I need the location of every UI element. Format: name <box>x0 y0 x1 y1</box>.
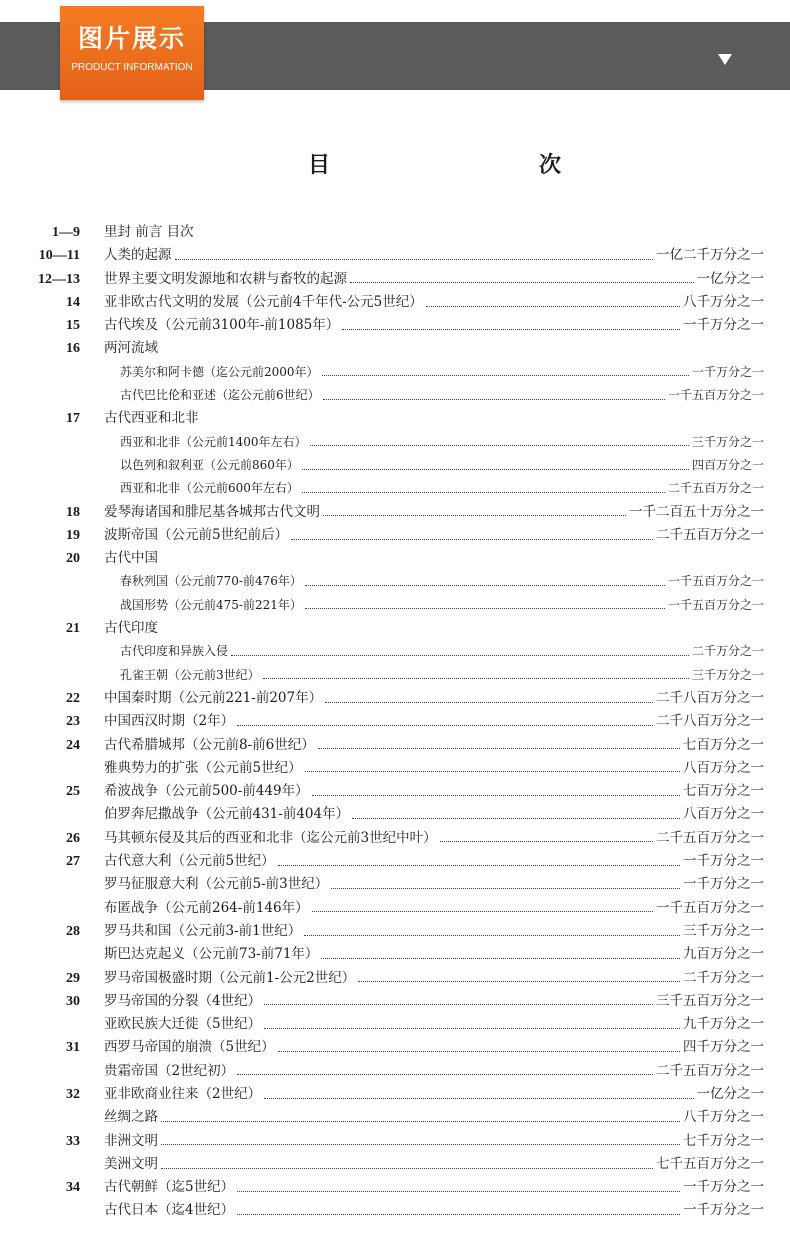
map-title: 世界主要文明发源地和农耕与畜牧的起源 <box>104 270 347 287</box>
map-scale: 三千万分之一 <box>691 667 764 682</box>
map-title: 古代日本（迄4世纪） <box>104 1202 235 1219</box>
map-title: 马其顿东侵及其后的西亚和北非（迄公元前3世纪中叶） <box>104 829 437 846</box>
dot-leader <box>237 724 653 726</box>
page-number: 28 <box>66 923 80 939</box>
toc-entry <box>104 990 764 1013</box>
dot-leader <box>278 1050 680 1052</box>
map-title: 古代西亚和北非 <box>104 410 199 427</box>
map-title: 古代朝鲜（迄5世纪） <box>104 1179 235 1196</box>
dot-leader <box>342 328 680 330</box>
page-number: 22 <box>66 690 80 706</box>
dot-leader <box>237 1213 680 1215</box>
page-number: 18 <box>66 504 80 520</box>
toc-row <box>0 897 790 920</box>
badge-title: 图片展示 <box>77 24 186 53</box>
map-scale: 一千万分之一 <box>691 364 764 379</box>
dot-leader <box>291 538 653 540</box>
dot-leader <box>161 1167 653 1169</box>
toc-entry <box>104 524 764 547</box>
map-scale: 一千万分之一 <box>683 853 764 870</box>
map-title: 战国形势（公元前475-前221年） <box>120 597 302 612</box>
map-scale: 二千八百万分之一 <box>656 689 764 706</box>
toc-row <box>0 594 790 617</box>
page-number: 26 <box>66 830 80 846</box>
toc-entry <box>104 967 764 990</box>
toc-row <box>0 337 790 360</box>
dot-leader <box>302 491 665 493</box>
toc-entry <box>104 314 764 337</box>
map-scale: 二千万分之一 <box>691 644 764 659</box>
map-scale: 七百万分之一 <box>683 783 764 800</box>
map-title: 罗马帝国极盛时期（公元前1-公元2世纪） <box>104 969 356 986</box>
dot-leader <box>305 770 680 772</box>
map-scale: 四千万分之一 <box>683 1039 764 1056</box>
dot-leader <box>323 398 665 400</box>
map-title: 伯罗奔尼撒战争（公元前431-前404年） <box>104 806 350 823</box>
page-number: 25 <box>66 784 80 800</box>
dot-leader <box>312 794 680 796</box>
toc-row <box>0 1083 790 1106</box>
map-title: 亚非欧商业往来（2世纪） <box>104 1085 262 1102</box>
toc-row <box>0 244 790 267</box>
map-scale: 九千万分之一 <box>683 1016 764 1033</box>
map-scale: 一千五百万分之一 <box>667 388 764 403</box>
toc-row <box>0 501 790 524</box>
map-title: 罗马共和国（公元前3-前1世纪） <box>104 922 302 939</box>
dot-leader <box>305 607 665 609</box>
triangle-down-icon[interactable] <box>718 54 732 65</box>
dot-leader <box>264 1097 693 1099</box>
page-number: 32 <box>66 1086 80 1102</box>
dot-leader <box>318 747 680 749</box>
map-title: 古代巴比伦和亚述（迄公元前6世纪） <box>120 388 320 403</box>
map-title: 西亚和北非（公元前600年左右） <box>120 481 299 496</box>
toc-entry <box>104 1106 764 1129</box>
toc-entry <box>104 1130 764 1153</box>
toc-heading <box>0 148 790 178</box>
page-number: 15 <box>66 318 80 334</box>
dot-leader <box>323 514 626 516</box>
dot-leader <box>302 468 689 470</box>
toc-entry <box>104 617 764 640</box>
dot-leader <box>304 934 680 936</box>
page-number: 1—9 <box>52 225 80 240</box>
map-title: 罗马帝国的分裂（4世纪） <box>104 992 262 1009</box>
toc-row <box>0 803 790 826</box>
toc-row <box>0 407 790 430</box>
dot-leader <box>352 817 680 819</box>
map-scale: 二千万分之一 <box>683 969 764 986</box>
map-scale: 一千五百万分之一 <box>667 597 764 612</box>
dot-leader <box>161 1120 680 1122</box>
toc-row <box>0 990 790 1013</box>
toc-entry <box>104 1036 764 1059</box>
page-number: 20 <box>66 551 80 567</box>
map-title: 非洲文明 <box>104 1132 158 1149</box>
toc-entry <box>120 431 764 454</box>
toc-row <box>0 221 790 244</box>
toc-entry <box>104 221 764 244</box>
toc-row <box>0 477 790 500</box>
toc-row <box>0 431 790 454</box>
toc-entry <box>104 407 764 430</box>
dot-leader <box>263 677 689 679</box>
toc-row <box>0 920 790 943</box>
product-badge <box>60 6 204 100</box>
toc-row <box>0 850 790 873</box>
toc-row <box>0 640 790 663</box>
page-number: 34 <box>66 1180 80 1196</box>
map-title: 西罗马帝国的崩溃（5世纪） <box>104 1039 275 1056</box>
map-scale: 八百万分之一 <box>683 759 764 776</box>
map-title: 罗马征服意大利（公元前5-前3世纪） <box>104 876 329 893</box>
map-title: 希波战争（公元前500-前449年） <box>104 783 309 800</box>
map-scale: 九百万分之一 <box>683 946 764 963</box>
map-scale: 三千万分之一 <box>683 922 764 939</box>
page-number: 31 <box>66 1040 80 1056</box>
dot-leader <box>310 444 689 446</box>
map-scale: 一千二百五十万分之一 <box>629 503 764 520</box>
toc-row <box>0 617 790 640</box>
dot-leader <box>331 887 680 889</box>
page-number: 27 <box>66 854 80 870</box>
toc-entry <box>104 687 764 710</box>
map-scale: 一千万分之一 <box>683 1179 764 1196</box>
map-title: 以色列和叙利亚（公元前860年） <box>120 457 299 472</box>
toc-entry <box>104 244 764 267</box>
dot-leader <box>264 1027 680 1029</box>
table-of-contents <box>0 221 790 1223</box>
map-title: 苏美尔和阿卡德（迄公元前2000年） <box>120 364 319 379</box>
toc-row <box>0 268 790 291</box>
dot-leader <box>237 1190 680 1192</box>
map-title: 中国秦时期（公元前221-前207年） <box>104 689 323 706</box>
toc-row <box>0 780 790 803</box>
toc-entry <box>104 757 764 780</box>
toc-entry <box>120 664 764 687</box>
map-scale: 八千万分之一 <box>683 1109 764 1126</box>
toc-row <box>0 1106 790 1129</box>
map-scale: 一千五百万分之一 <box>667 574 764 589</box>
toc-entry <box>104 1013 764 1036</box>
toc-row <box>0 314 790 337</box>
map-title: 布匿战争（公元前264-前146年） <box>104 899 309 916</box>
toc-row <box>0 1060 790 1083</box>
toc-entry <box>104 1199 764 1222</box>
toc-entry <box>120 384 764 407</box>
map-scale: 八千万分之一 <box>683 293 764 310</box>
map-title: 两河流域 <box>104 340 158 357</box>
toc-entry <box>104 291 764 314</box>
toc-row <box>0 570 790 593</box>
toc-row <box>0 1199 790 1222</box>
page-number: 14 <box>66 294 80 310</box>
toc-row <box>0 1130 790 1153</box>
map-title: 中国西汉时期（2年） <box>104 713 235 730</box>
map-title: 丝绸之路 <box>104 1109 158 1126</box>
map-scale: 七千五百万分之一 <box>656 1155 764 1172</box>
map-title: 古代埃及（公元前3100年-前1085年） <box>104 317 340 334</box>
map-scale: 一亿分之一 <box>696 270 764 287</box>
page-number: 23 <box>66 714 80 730</box>
map-scale: 二千五百万分之一 <box>667 481 764 496</box>
toc-entry <box>104 920 764 943</box>
map-scale: 一千五百万分之一 <box>656 899 764 916</box>
map-title: 亚非欧古代文明的发展（公元前4千年代-公元5世纪） <box>104 293 423 310</box>
toc-entry <box>104 873 764 896</box>
map-title: 爱琴海诸国和腓尼基各城邦古代文明 <box>104 503 320 520</box>
map-scale: 七千万分之一 <box>683 1132 764 1149</box>
toc-entry <box>104 943 764 966</box>
toc-entry <box>104 710 764 733</box>
toc-entry <box>120 640 764 663</box>
toc-entry <box>120 594 764 617</box>
map-scale: 一千万分之一 <box>683 1202 764 1219</box>
dot-leader <box>231 654 689 656</box>
map-title: 雅典势力的扩张（公元前5世纪） <box>104 759 302 776</box>
map-title: 西亚和北非（公元前1400年左右） <box>120 434 307 449</box>
page-number: 30 <box>66 993 80 1009</box>
map-scale: 一亿分之一 <box>696 1085 764 1102</box>
page-number: 33 <box>66 1133 80 1149</box>
page-number: 17 <box>66 411 80 427</box>
map-scale: 二千五百万分之一 <box>656 1062 764 1079</box>
toc-heading-char-1: 目 <box>308 153 331 178</box>
map-title: 贵霜帝国（2世纪初） <box>104 1062 235 1079</box>
dot-leader <box>325 701 653 703</box>
toc-entry <box>104 268 764 291</box>
map-scale: 一亿二千万分之一 <box>656 247 764 264</box>
toc-row <box>0 1176 790 1199</box>
page-number: 21 <box>66 621 80 637</box>
toc-row <box>0 687 790 710</box>
toc-row <box>0 827 790 850</box>
toc-row <box>0 873 790 896</box>
toc-entry <box>104 1176 764 1199</box>
toc-row <box>0 291 790 314</box>
dot-leader <box>350 281 694 283</box>
toc-entry <box>104 1060 764 1083</box>
map-title: 斯巴达克起义（公元前73-前71年） <box>104 946 319 963</box>
toc-entry <box>104 850 764 873</box>
map-scale: 四百万分之一 <box>691 457 764 472</box>
toc-entry <box>104 780 764 803</box>
dot-leader <box>278 864 680 866</box>
map-scale: 七百万分之一 <box>683 736 764 753</box>
toc-row <box>0 547 790 570</box>
map-scale: 二千五百万分之一 <box>656 526 764 543</box>
toc-entry <box>104 897 764 920</box>
map-title: 波斯帝国（公元前5世纪前后） <box>104 526 289 543</box>
dot-leader <box>161 1143 680 1145</box>
toc-row <box>0 384 790 407</box>
map-scale: 三千五百万分之一 <box>656 992 764 1009</box>
toc-entry <box>120 570 764 593</box>
page-number: 29 <box>66 970 80 986</box>
map-title: 春秋列国（公元前770-前476年） <box>120 574 302 589</box>
page-number: 12—13 <box>38 271 80 287</box>
toc-row <box>0 664 790 687</box>
toc-row <box>0 943 790 966</box>
toc-row <box>0 1036 790 1059</box>
map-scale: 三千万分之一 <box>691 434 764 449</box>
dot-leader <box>305 584 665 586</box>
map-scale: 一千万分之一 <box>683 876 764 893</box>
toc-row <box>0 757 790 780</box>
toc-entry <box>120 361 764 384</box>
toc-entry <box>120 477 764 500</box>
dot-leader <box>426 305 680 307</box>
map-title: 古代印度 <box>104 620 158 637</box>
dot-leader <box>312 910 653 912</box>
toc-entry <box>120 454 764 477</box>
toc-row <box>0 967 790 990</box>
map-title: 古代希腊城邦（公元前8-前6世纪） <box>104 736 315 753</box>
toc-row <box>0 734 790 757</box>
toc-entry <box>104 803 764 826</box>
toc-heading-char-2: 次 <box>539 153 562 178</box>
map-scale: 二千五百万分之一 <box>656 829 764 846</box>
map-title: 古代中国 <box>104 550 158 567</box>
toc-entry <box>104 734 764 757</box>
dot-leader <box>358 980 680 982</box>
page-number: 10—11 <box>38 248 80 264</box>
badge-subtitle: PRODUCT INFORMATION <box>71 62 193 73</box>
toc-row <box>0 1153 790 1176</box>
dot-leader <box>175 258 654 260</box>
dot-leader <box>321 957 680 959</box>
map-scale: 八百万分之一 <box>683 806 764 823</box>
toc-entry <box>104 827 764 850</box>
toc-entry <box>104 1083 764 1106</box>
map-title: 孔雀王朝（公元前3世纪） <box>120 667 260 682</box>
dot-leader <box>264 1003 653 1005</box>
map-scale: 一千万分之一 <box>683 317 764 334</box>
toc-entry <box>104 337 764 360</box>
map-title: 美洲文明 <box>104 1155 158 1172</box>
toc-row <box>0 361 790 384</box>
toc-entry <box>104 1153 764 1176</box>
dot-leader <box>237 1073 653 1075</box>
dot-leader <box>440 840 653 842</box>
dot-leader <box>322 374 689 376</box>
map-title: 里封 前言 目次 <box>104 224 194 240</box>
toc-entry <box>104 501 764 524</box>
toc-row <box>0 1013 790 1036</box>
toc-row <box>0 454 790 477</box>
toc-row <box>0 524 790 547</box>
map-title: 古代意大利（公元前5世纪） <box>104 853 275 870</box>
page-number: 16 <box>66 341 80 357</box>
page-number: 19 <box>66 527 80 543</box>
map-title: 古代印度和异族入侵 <box>120 644 229 659</box>
map-scale: 二千八百万分之一 <box>656 713 764 730</box>
map-title: 人类的起源 <box>104 247 172 264</box>
page-number: 24 <box>66 737 80 753</box>
toc-entry <box>104 547 764 570</box>
toc-row <box>0 710 790 733</box>
map-title: 亚欧民族大迁徙（5世纪） <box>104 1016 262 1033</box>
